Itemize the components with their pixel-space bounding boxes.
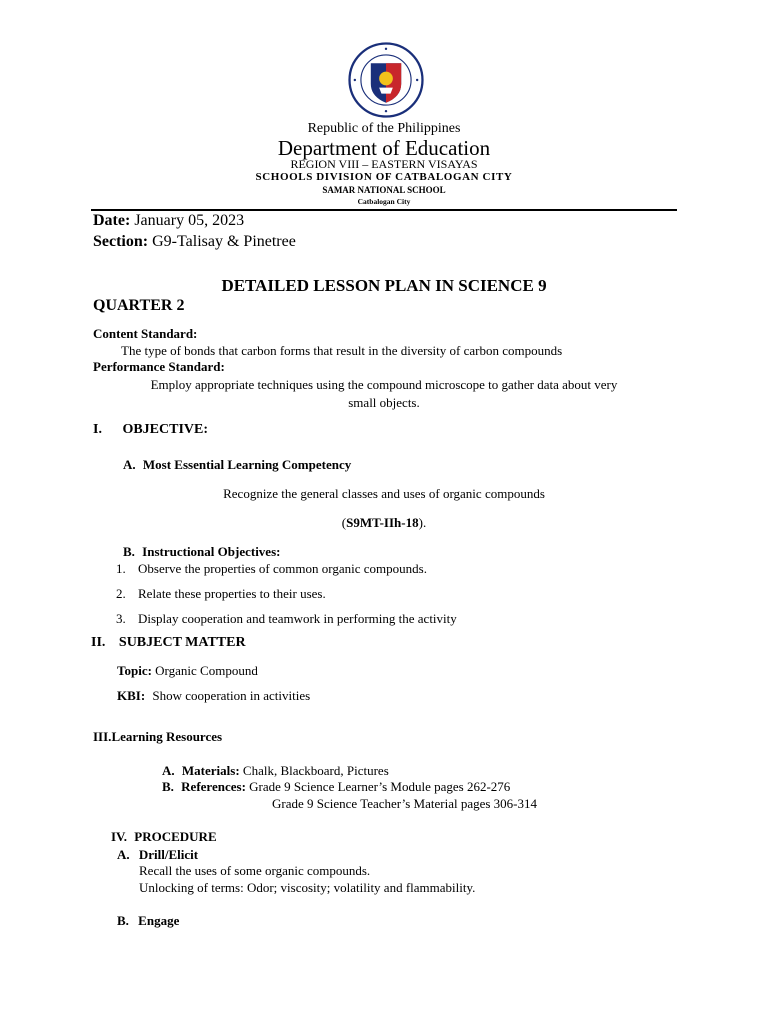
date-label: Date: <box>93 212 131 229</box>
section-label: Section: <box>93 233 149 250</box>
procedure-heading <box>111 829 217 845</box>
materials-row <box>162 763 389 779</box>
subject-matter-num: II. <box>91 635 106 650</box>
department-name: Department of Education <box>277 136 491 160</box>
instructional-item <box>116 586 326 602</box>
item-num: 1. <box>116 561 126 576</box>
references-label: References: <box>181 779 246 794</box>
performance-standard-label: Performance Standard: <box>93 359 225 374</box>
learning-resources-label: Learning Resources <box>111 729 223 744</box>
engage-heading <box>117 913 179 929</box>
melc-text: Recognize the general classes and uses of organic compounds <box>223 486 545 501</box>
melc-code: S9MT-IIh-18 <box>346 515 419 530</box>
subject-matter-heading <box>91 635 246 651</box>
materials-label: Materials: <box>181 763 240 778</box>
melc-label: Most Essential Learning Competency <box>142 457 352 472</box>
drill-line-2: Unlocking of terms: Odor; viscosity; volatility and flammability. <box>139 880 476 895</box>
instructional-heading <box>123 544 280 560</box>
republic-line: Republic of the Philippines <box>307 121 461 136</box>
item-num: 2. <box>116 586 126 601</box>
region-line: REGION VIII – EASTERN VISAYAS <box>290 157 478 171</box>
performance-standard-line2: small objects. <box>348 395 420 410</box>
materials-letter: A. <box>162 763 175 778</box>
city-line: Catbalogan City <box>357 197 411 206</box>
lesson-plan-title: DETAILED LESSON PLAN IN SCIENCE 9 <box>221 276 547 295</box>
date-row <box>93 212 244 230</box>
topic-label: Topic: <box>117 663 152 678</box>
kbi-label: KBI: <box>117 688 146 703</box>
references-row <box>162 779 510 795</box>
section-row <box>93 233 296 251</box>
item-text: Display cooperation and teamwork in performing the activity <box>138 611 457 626</box>
instructional-letter: B. <box>123 544 135 559</box>
topic-value: Organic Compound <box>155 663 258 678</box>
drill-label: Drill/Elicit <box>138 847 199 862</box>
learning-resources-heading <box>93 729 222 745</box>
procedure-label: PROCEDURE <box>134 829 217 844</box>
melc-letter: A. <box>123 457 136 472</box>
reference-2: Grade 9 Science Teacher’s Material pages 306-314 <box>272 796 538 811</box>
section-value: G9-Talisay & Pinetree <box>152 233 296 250</box>
melc-code-line <box>0 515 768 531</box>
item-text: Relate these properties to their uses. <box>138 586 326 601</box>
date-value: January 05, 2023 <box>134 212 245 229</box>
objective-label: OBJECTIVE: <box>122 422 209 437</box>
drill-letter: A. <box>117 847 130 862</box>
melc-code-open: ( <box>341 515 347 530</box>
melc-heading <box>123 457 351 473</box>
kbi-row <box>117 688 310 704</box>
quarter-label: QUARTER 2 <box>93 297 185 314</box>
engage-label: Engage <box>138 913 180 928</box>
performance-standard-line1: Employ appropriate techniques using the compound microscope to gather data about very <box>150 377 618 392</box>
kbi-value: Show cooperation in activities <box>152 688 311 703</box>
content-standard-text: The type of bonds that carbon forms that result in the diversity of carbon compounds <box>121 343 563 358</box>
objective-heading <box>93 422 208 438</box>
drill-line-1: Recall the uses of some organic compounds. <box>139 863 371 878</box>
item-num: 3. <box>116 611 126 626</box>
objective-num: I. <box>93 422 102 437</box>
header-divider <box>91 209 677 211</box>
melc-code-close: ). <box>418 515 427 530</box>
item-text: Observe the properties of common organic compounds. <box>138 561 427 576</box>
references-letter: B. <box>162 779 174 794</box>
instructional-item <box>116 611 457 627</box>
learning-resources-num: III. <box>93 729 112 744</box>
content-standard-label: Content Standard: <box>93 326 198 341</box>
division-line: SCHOOLS DIVISION OF CATBALOGAN CITY <box>255 171 513 183</box>
reference-1: Grade 9 Science Learner’s Module pages 262-276 <box>249 779 511 794</box>
materials-value: Chalk, Blackboard, Pictures <box>242 763 389 778</box>
engage-letter: B. <box>117 913 129 928</box>
deped-seal-logo <box>348 42 424 118</box>
instructional-item <box>116 561 427 577</box>
instructional-label: Instructional Objectives: <box>142 544 281 559</box>
procedure-num: IV. <box>111 829 128 844</box>
subject-matter-label: SUBJECT MATTER <box>118 635 246 650</box>
topic-row <box>117 663 258 679</box>
school-line: SAMAR NATIONAL SCHOOL <box>322 185 446 195</box>
drill-heading <box>117 847 198 863</box>
